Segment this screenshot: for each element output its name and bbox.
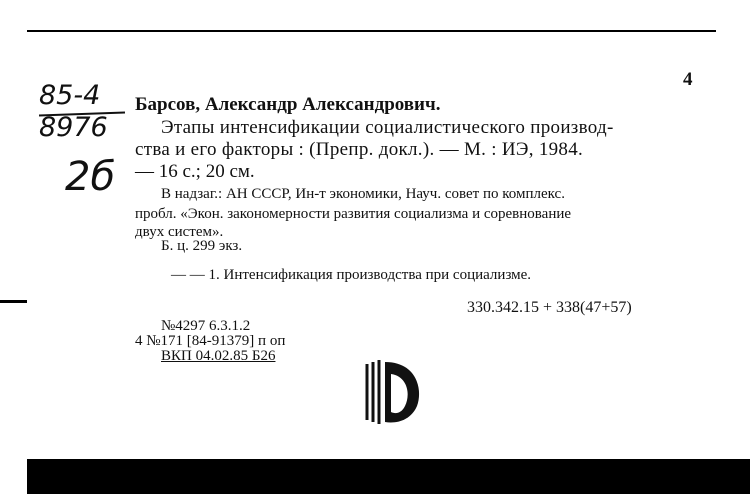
scan-margin-left [0,0,27,494]
catalog-line: №4297 6.3.1.2 [161,318,251,334]
note-line: двух систем». [135,224,224,240]
handwritten-mark: 2б [65,154,116,200]
handwritten-code-bottom: 8976 [39,112,108,143]
author-heading: Барсов, Александр Александрович. [135,94,441,115]
note-line: пробл. «Экон. закономерности развития социализма и соревнование [135,206,572,222]
scan-dark-band [32,459,750,494]
note-line: В надзаг.: АН СССР, Ин-т экономики, Науч. совет по комплекс. [161,186,565,202]
title-line: — 16 с.; 20 см. [135,161,255,182]
price-line: Б. ц. 299 экз. [161,238,243,254]
page-number: 4 [683,69,693,90]
catalog-line: ВКП 04.02.85 Б26 [161,348,276,364]
scan-margin-bottom [0,447,750,459]
scan-margin-top [0,0,750,30]
stamp-mark [357,354,429,426]
subject-heading: — — 1. Интенсификация производства при социализме. [171,267,532,283]
catalog-line: 4 №171 [84-91379] п оп [135,333,286,349]
title-line: ства и его факторы : (Препр. докл.). — М. : ИЭ, 1984. [135,139,584,160]
catalog-card [27,32,716,447]
classification-index: 330.342.15 + 338(47+57) [467,299,632,316]
handwritten-code-top: 85-4 [39,80,101,111]
title-line: Этапы интенсификации социалистического производ- [161,117,614,138]
scan-artifact-line [0,300,27,303]
scan-margin-right [716,0,750,447]
